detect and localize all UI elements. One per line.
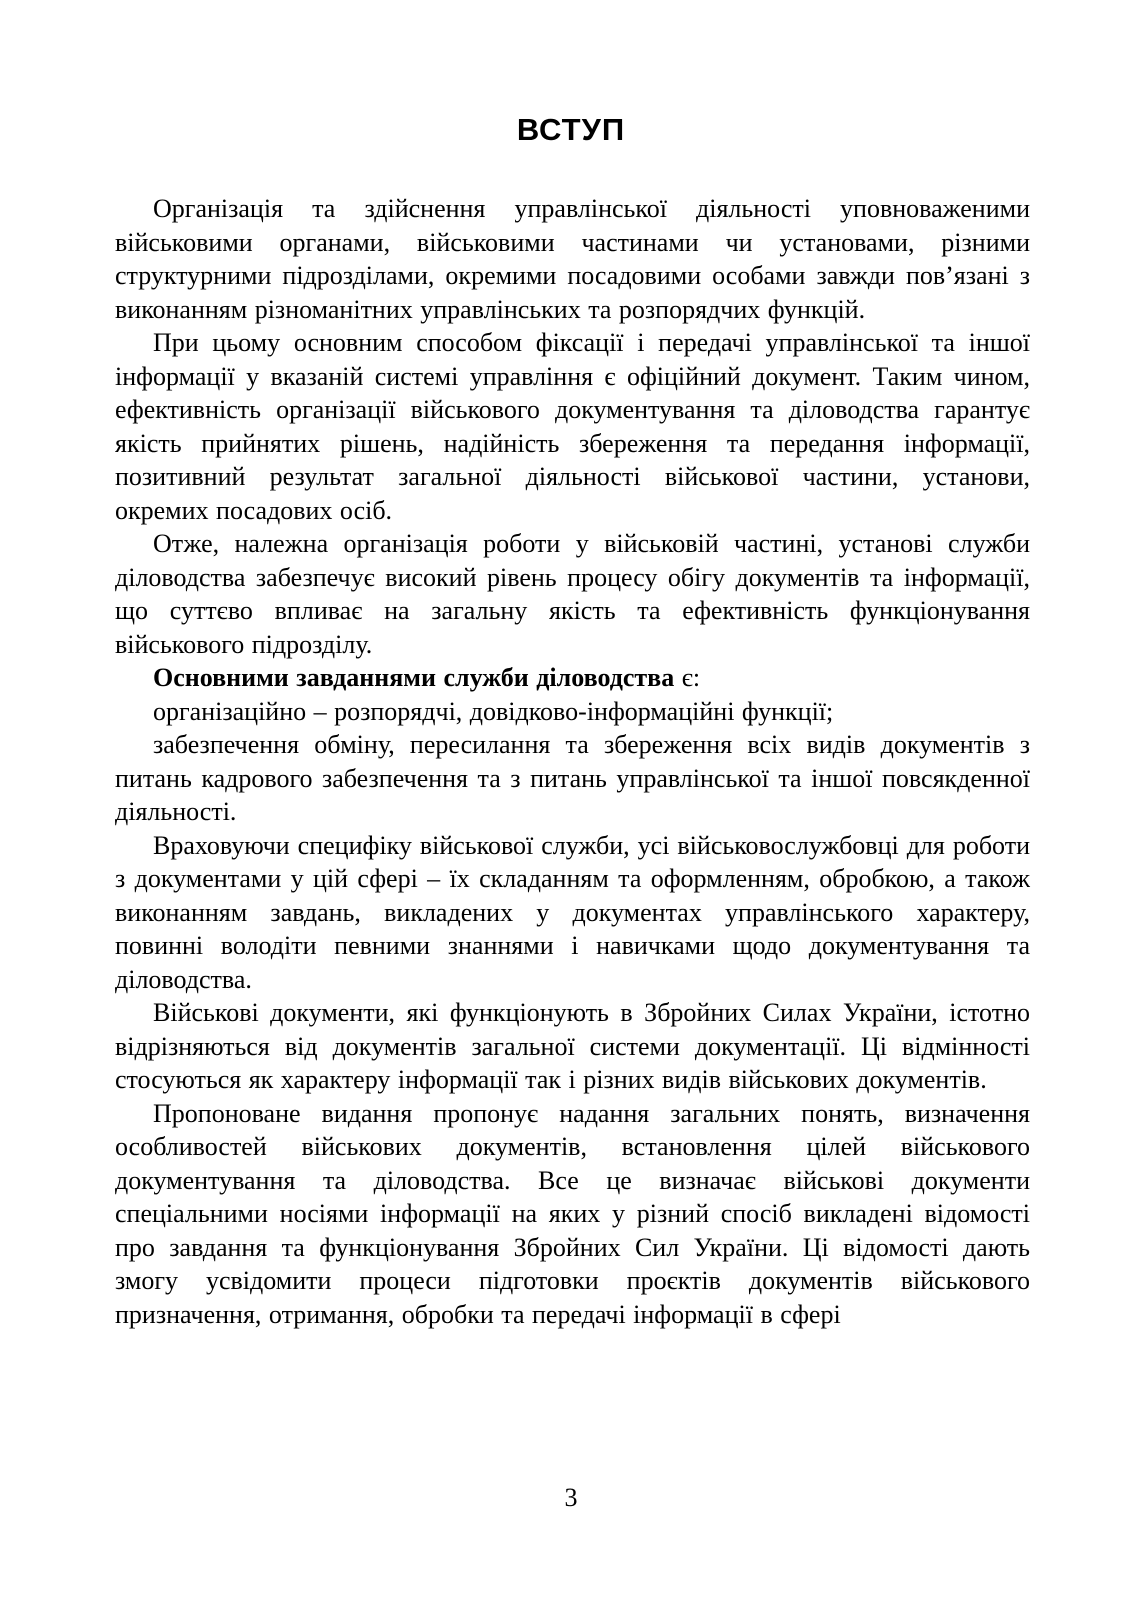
- page-body: [115, 192, 1030, 1331]
- page-number: 3: [564, 1483, 578, 1512]
- paragraph: Отже, належна організація роботи у військовій частині, установі служби діловодства забезпечує високий рівень процесу обігу документів та інформації, що суттєво впливає на загальну якість та ефективність функціонування військового підрозділу.: [115, 529, 1030, 659]
- paragraph: Пропоноване видання пропонує надання загальних понять, визначення особливостей військових документів, встановлення цілей військового документування та діловодства. Все це визначає військові документи спеціальними носіями інформації на яких у різний спосіб викладені відомості про завдання та функціонування Збройних Сил України. Ці відомості дають змогу усвідомити процеси підготовки проєктів документів військового призначення, отримання, обробки та передачі інформації в сфері: [115, 1098, 1030, 1329]
- paragraph: організаційно – розпорядчі, довідково-інформаційні функції;: [153, 696, 834, 726]
- paragraph: Військові документи, які функціонують в Збройних Силах України, істотно відрізняються від документів загальної системи документації. Ці відмінності стосуються як характеру інформації так і різних видів військових документів.: [115, 998, 1030, 1094]
- paragraph: При цьому основним способом фіксації і передачі управлінської та іншої інформації у вказаній системі управління є офіційний документ. Таким чином, ефективність організації військового документування та діловодства гарантує якість прийнятих рішень, надійність збереження та передання інформації, позитивний результат загальної діяльності військової частини, установи, окремих посадових осіб.: [115, 328, 1030, 525]
- paragraph: забезпечення обміну, пересилання та збереження всіх видів документів з питань кадрового забезпечення та з питань управлінської та іншої повсякденної діяльності.: [115, 730, 1030, 826]
- page-title: ВСТУП: [516, 112, 626, 147]
- paragraph: Враховуючи специфіку військової служби, усі військовослужбовці для роботи з документами у цій сфері – їх складанням та оформленням, обробкою, а також виконанням завдань, викладених у документах управлінського характеру, повинні володіти певними знаннями і навичками щодо документування та діловодства.: [115, 830, 1030, 994]
- paragraph: [115, 661, 1030, 695]
- paragraph-tail: є:: [674, 663, 701, 692]
- paragraph-bold-lead: Основними завданнями служби діловодства: [153, 663, 675, 692]
- paragraph: Організація та здійснення управлінської діяльності уповноваженими військовими органами, військовими частинами чи установами, різними структурними підрозділами, окремими посадовими особами завжди пов’язані з виконанням різноманітних управлінських та розпорядчих функцій.: [115, 194, 1030, 324]
